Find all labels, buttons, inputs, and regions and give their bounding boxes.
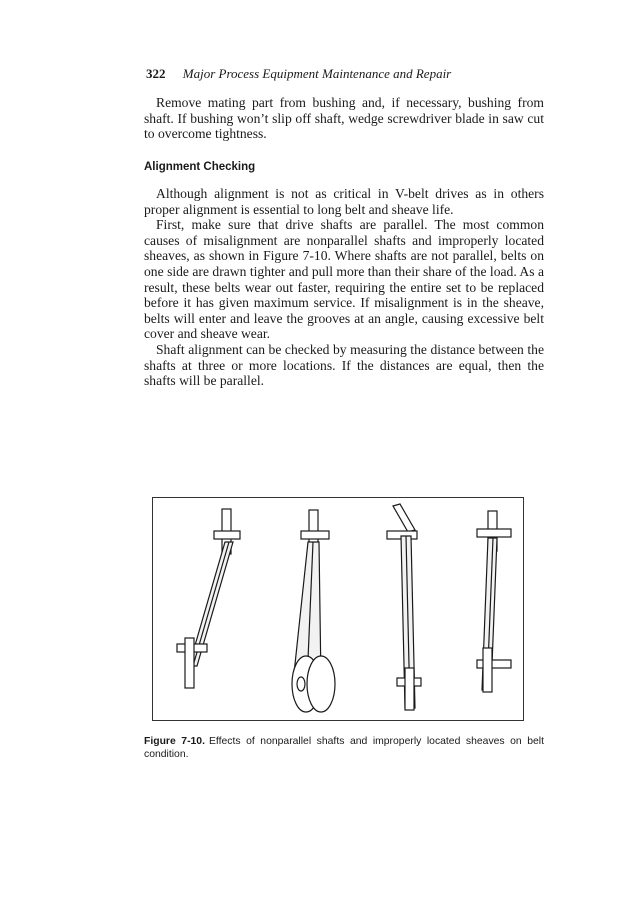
drive-2-sheave <box>292 510 335 712</box>
lower-shaft <box>483 648 492 692</box>
drive-4-parallel <box>477 511 511 692</box>
drive-3-skewed <box>387 504 421 710</box>
drive-1-nonparallel <box>177 509 240 688</box>
figure-caption <box>144 735 544 761</box>
figure-caption-text: Effects of nonparallel shafts and improperly located sheaves on belt condition. <box>144 736 544 760</box>
paragraph-parallel-shafts: First, make sure that drive shafts are parallel. The most common causes of misalignment are nonparallel shafts and improperly located sheaves, as shown in Figure 7-10. Where shafts are not parallel, belts on one side are drawn tighter and pull more than their share of the load. As a result, these belts wear out faster, requiring the entire set to be replaced before it has given maximum service. If misalignment is in the sheave, belts will enter and leave the grooves at an angle, causing excessive belt cover and sheave wear. <box>144 217 544 342</box>
lower-sheave <box>477 660 511 668</box>
upper-sheave <box>301 531 329 539</box>
page-header <box>146 66 451 82</box>
alignment-body <box>144 186 544 389</box>
upper-shaft <box>393 504 415 532</box>
belt-alignment-illustration <box>153 498 525 722</box>
lower-shaft <box>185 638 194 688</box>
lower-shaft <box>405 668 414 710</box>
figure-belt-alignment <box>152 497 524 721</box>
page-number: 322 <box>146 66 166 81</box>
paragraph-bushing-removal <box>144 95 544 142</box>
upper-sheave <box>477 529 511 537</box>
paragraph-alignment-intro: Although alignment is not as critical in V-belt drives as in others proper alignment is essential to long belt and sheave life. <box>144 186 544 217</box>
figure-label: Figure 7-10. <box>144 736 205 747</box>
upper-sheave <box>214 531 240 539</box>
running-title: Major Process Equipment Maintenance and Repair <box>182 66 452 81</box>
pulley-hub <box>297 677 305 691</box>
section-heading-alignment-checking: Alignment Checking <box>144 161 256 173</box>
pulley-face <box>307 656 335 712</box>
paragraph-shaft-measurement: Shaft alignment can be checked by measuring the distance between the shafts at three or more locations. If the distances are equal, then the shafts will be parallel. <box>144 341 544 389</box>
paragraph-text: Remove mating part from bushing and, if necessary, bushing from shaft. If bushing won’t slip off shaft, wedge screwdriver blade in saw cut to overcome tightness. <box>144 95 544 142</box>
